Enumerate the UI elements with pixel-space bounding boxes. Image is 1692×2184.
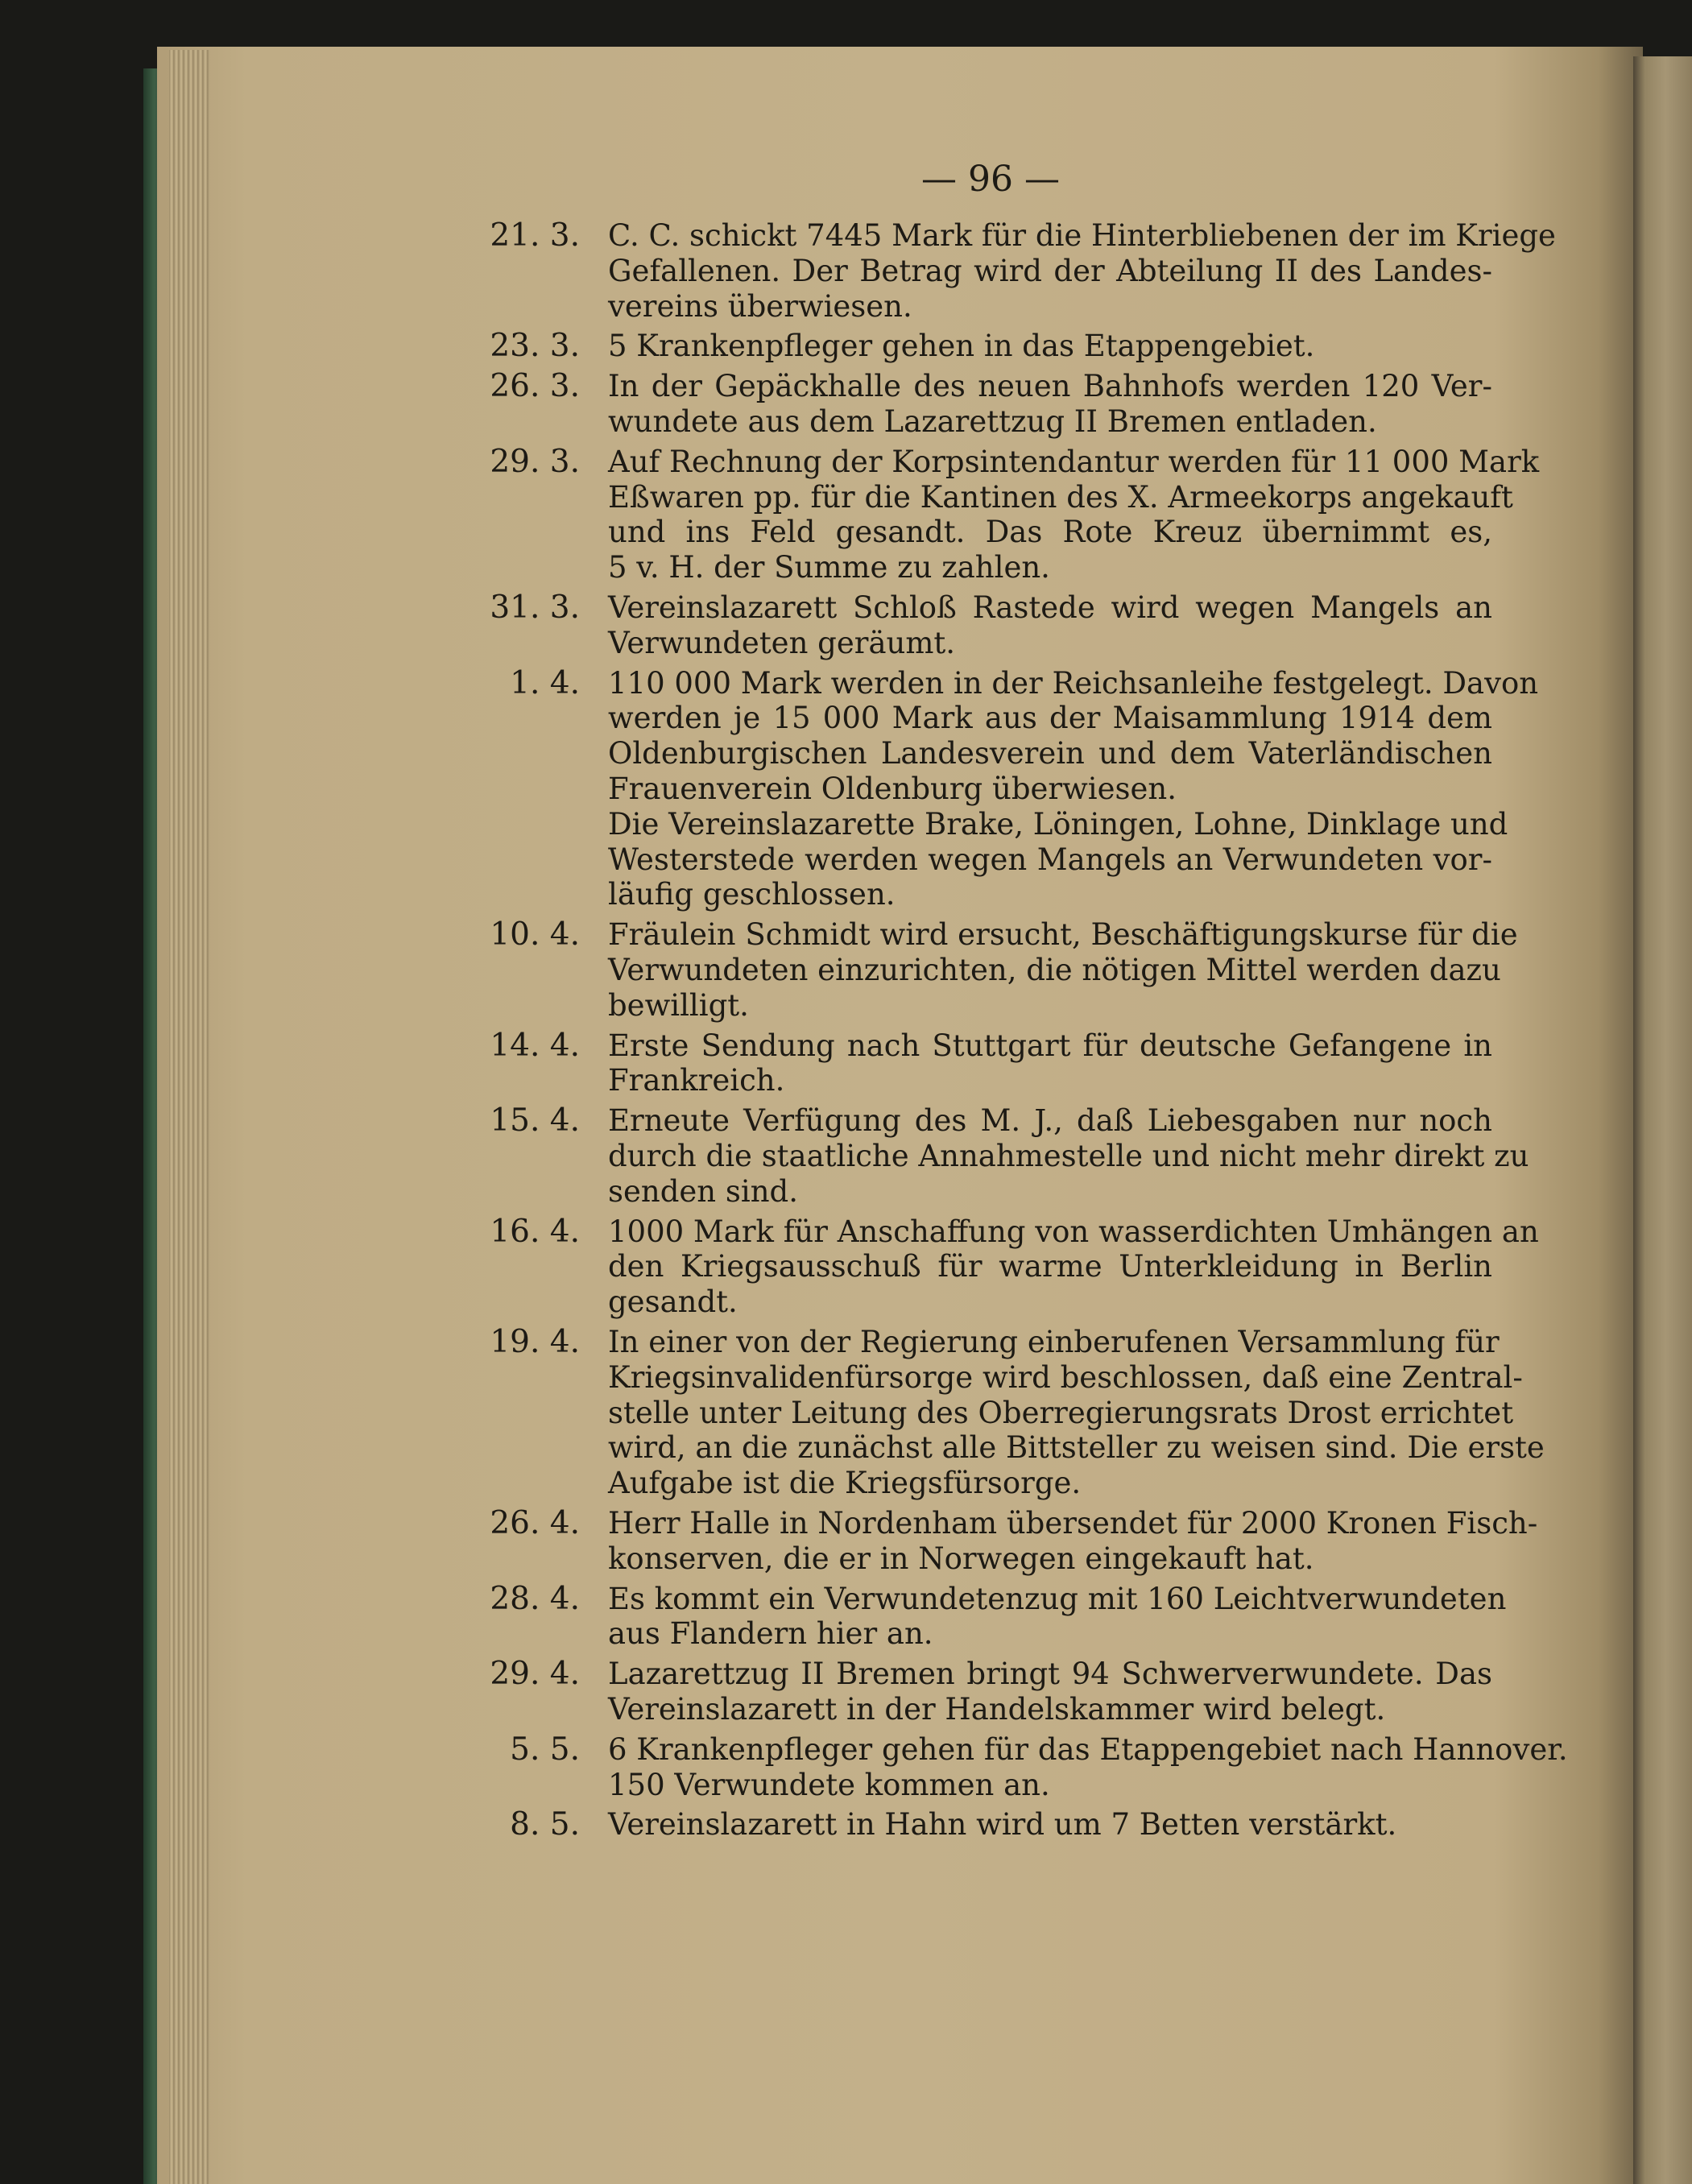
page-number: — 96 — (921, 159, 1060, 200)
entry-text-line: Verwundeten geräumt. (608, 625, 956, 660)
entry-text-line: Die Vereinslazarette Brake, Löningen, Lohne, Dinklage und (608, 806, 1508, 842)
entry-date: 8. 5. (510, 1806, 580, 1843)
entry-date: 29. 4. (490, 1656, 580, 1693)
entry-text-line: 5 Krankenpfleger gehen in das Etappengebiet. (608, 329, 1315, 364)
entry-text-line: bewilligt. (608, 987, 749, 1023)
entry-date: 21. 3. (490, 217, 580, 254)
entry-text-line: Gefallenen. Der Betrag wird der Abteilung II des Landes- (608, 253, 1492, 288)
entry-text-line: läufig geschlossen. (608, 877, 896, 912)
entry-text-line: Vereinslazarett in Hahn wird um 7 Betten verstärkt. (608, 1807, 1397, 1843)
entry-text-line: Eßwaren pp. für die Kantinen des X. Armeekorps angekauft (608, 479, 1513, 515)
entry-text-line: gesandt. (608, 1284, 738, 1320)
entry-text-line: 6 Krankenpfleger gehen für das Etappengebiet nach Hannover. (608, 1731, 1568, 1767)
entry-text-line: vereins überwiesen. (608, 288, 912, 324)
entry-text-line: aus Flandern hier an. (608, 1616, 933, 1652)
entry-text-line: 5 v. H. der Summe zu zahlen. (608, 550, 1050, 585)
entry-text-line: wird, an die zunächst alle Bittsteller zu weisen sind. Die erste (608, 1430, 1545, 1466)
entry-text-line: Vereinslazarett Schloß Rastede wird wegen Mangels an (608, 590, 1492, 625)
entry-text-line: Lazarettzug II Bremen bringt 94 Schwerverwundete. Das (608, 1657, 1492, 1692)
entry-text-line: 150 Verwundete kommen an. (608, 1767, 1050, 1802)
entry-text-line: Oldenburgischen Landesverein und dem Vaterländischen (608, 736, 1492, 771)
entry-date: 26. 3. (490, 368, 580, 405)
entry-text-line: In einer von der Regierung einberufenen Versammlung für (608, 1325, 1500, 1359)
entry-text-line: senden sind. (608, 1173, 798, 1209)
entry-date: 15. 4. (490, 1102, 580, 1140)
entry-text-line: Frauenverein Oldenburg überwiesen. (608, 771, 1177, 806)
entry-date: 1. 4. (510, 664, 580, 701)
entry-date: 5. 5. (510, 1731, 580, 1768)
entry-text-line: Kriegsinvalidenfürsorge wird beschlossen, daß eine Zentral- (608, 1359, 1523, 1395)
entry-date: 19. 4. (490, 1324, 580, 1360)
entry-date: 29. 3. (490, 443, 580, 480)
entry-date: 16. 4. (490, 1213, 580, 1250)
entry-text-line: C. C. schickt 7445 Mark für die Hinterbliebenen der im Kriege (608, 218, 1556, 253)
entry-text-line: wundete aus dem Lazarettzug II Bremen entladen. (608, 404, 1377, 439)
entry-text-line: Frankreich. (608, 1063, 785, 1098)
entry-text-line: Es kommt ein Verwundetenzug mit 160 Leichtverwundeten (608, 1581, 1507, 1616)
entry-text-line: 1000 Mark für Anschaffung von wasserdichten Umhängen an (608, 1214, 1539, 1249)
entry-text-line: Westerstede werden wegen Mangels an Verwundeten vor- (608, 842, 1492, 877)
entry-text-line: stelle unter Leitung des Oberregierungsrats Drost errichtet (608, 1395, 1514, 1430)
page-edges (169, 50, 209, 2184)
entry-text-line: Erneute Verfügung des M. J., daß Liebesgaben nur noch (608, 1103, 1492, 1139)
entry-text-line: den Kriegsausschuß für warme Unterkleidung in Berlin (608, 1249, 1492, 1284)
entry-date: 10. 4. (490, 916, 580, 953)
entry-text-line: Auf Rechnung der Korpsintendantur werden für 11 000 Mark (608, 444, 1540, 479)
entry-date: 23. 3. (490, 328, 580, 365)
entry-text-line: Aufgabe ist die Kriegsfürsorge. (608, 1466, 1082, 1501)
entry-text-line: Fräulein Schmidt wird ersucht, Beschäftigungskurse für die (608, 917, 1518, 953)
entry-text-line: Erste Sendung nach Stuttgart für deutsche Gefangene in (608, 1028, 1492, 1063)
entry-text-line: konserven, die er in Norwegen eingekauft hat. (608, 1541, 1314, 1576)
entry-date: 26. 4. (490, 1505, 580, 1541)
entry-text-line: Verwundeten einzurichten, die nötigen Mittel werden dazu (608, 953, 1501, 987)
entry-text-line: und ins Feld gesandt. Das Rote Kreuz übernimmt es, (608, 515, 1492, 550)
entry-text-line: werden je 15 000 Mark aus der Maisammlung 1914 dem (608, 701, 1492, 736)
entry-text-line: In der Gepäckhalle des neuen Bahnhofs werden 120 Ver- (608, 369, 1492, 404)
entry-text-line: Herr Halle in Nordenham übersendet für 2000 Kronen Fisch- (608, 1506, 1538, 1541)
entry-date: 14. 4. (490, 1027, 580, 1064)
entry-text-line: durch die staatliche Annahmestelle und nicht mehr direkt zu (608, 1139, 1529, 1173)
entry-date: 31. 3. (490, 589, 580, 626)
entry-date: 28. 4. (490, 1580, 580, 1617)
entry-text-line: 110 000 Mark werden in der Reichsanleihe festgelegt. Davon (608, 665, 1539, 701)
facing-page-edge (1633, 56, 1692, 2184)
entry-text-line: Vereinslazarett in der Handelskammer wird belegt. (608, 1692, 1386, 1727)
